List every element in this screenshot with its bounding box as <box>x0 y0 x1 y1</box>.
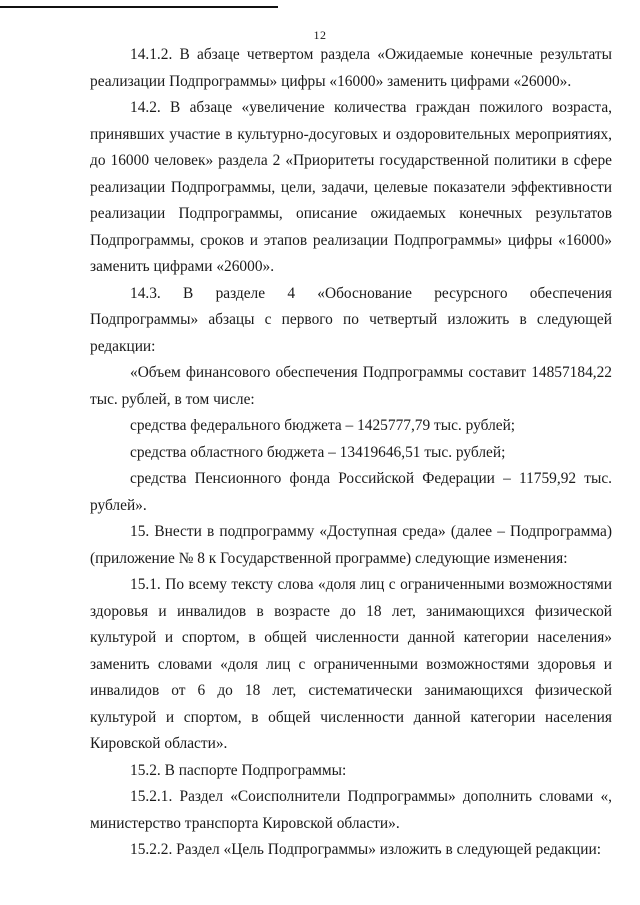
paragraph-15-2-1: 15.2.1. Раздел «Соисполнители Подпрограммы» дополнить словами «, министерство транспорта Кировской области». <box>90 788 612 832</box>
paragraph-federal-budget: средства федерального бюджета – 1425777,79 тыс. рублей; <box>130 417 516 434</box>
paragraph-14-1-2: 14.1.2. В абзаце четвертом раздела «Ожидаемые конечные результаты реализации Подпрограммы» цифры «16000» заменить цифрами «26000». <box>90 46 612 90</box>
top-rule <box>0 6 278 8</box>
page-number: 12 <box>313 28 327 42</box>
paragraph-14-2: 14.2. В абзаце «увеличение количества граждан пожилого возраста, принявших участие в культурно-досуговых и оздоровительных мероприятиях, до 16000 человек» раздела 2 «Приоритеты государственной политики в сфере реализации Подпрограммы, цели, задачи, целевые показатели эффективности реализации Подпрограммы, описание ожидаемых конечных результатов Подпрограммы, сроков и этапов реализации Подпрограммы» цифры «16000» заменить цифрами «26000». <box>90 99 612 275</box>
paragraph-pension-fund: средства Пенсионного фонда Российской Федерации – 11759,92 тыс. рублей». <box>90 470 612 514</box>
paragraph-15-2-2: 15.2.2. Раздел «Цель Подпрограммы» изложить в следующей редакции: <box>130 841 602 858</box>
paragraph-14-3: 14.3. В разделе 4 «Обоснование ресурсного обеспечения Подпрограммы» абзацы с первого по четвертый изложить в следующей редакции: <box>90 284 612 355</box>
paragraph-15-2: 15.2. В паспорте Подпрограммы: <box>130 761 347 779</box>
paragraph-funding-total: «Объем финансового обеспечения Подпрограммы составит 14857184,22 тыс. рублей, в том числе: <box>90 364 612 408</box>
paragraph-15-1: 15.1. По всему тексту слова «доля лиц с ограниченными возможностями здоровья и инвалидов в возрасте до 18 лет, занимающихся физической культурой и спортом, в общей численности данной категории населения» заменить словами «доля лиц с ограниченными возможностями здоровья и инвалидов от 6 до 18 лет, систематически занимающихся физической культурой и спортом, в общей численности данной категории населения Кировской области». <box>90 576 612 752</box>
paragraph-regional-budget: средства областного бюджета – 13419646,51 тыс. рублей; <box>130 443 506 461</box>
paragraph-15: 15. Внести в подпрограмму «Доступная среда» (далее – Подпрограмма) (приложение № 8 к Государственной программе) следующие изменения: <box>90 523 612 567</box>
document-body <box>90 42 612 864</box>
